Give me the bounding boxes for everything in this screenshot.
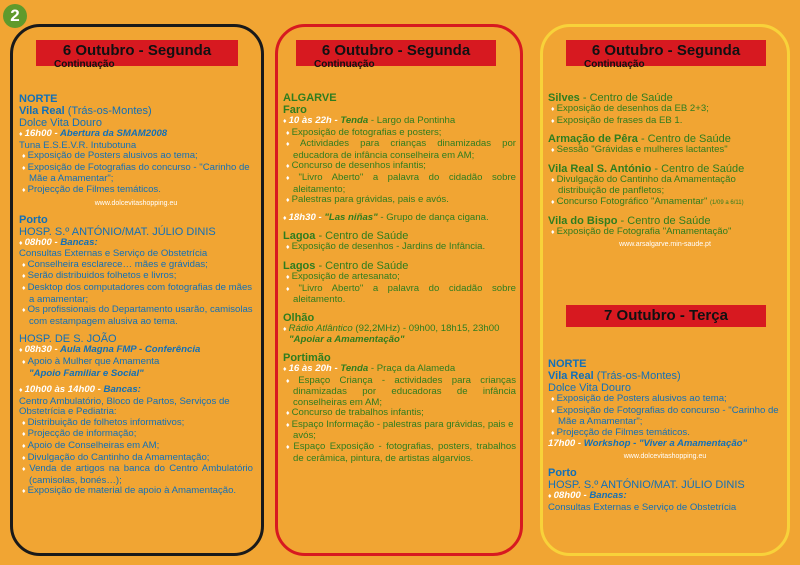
event-title: Abertura da SMAM2008 bbox=[59, 128, 168, 139]
list-item: ♦ Exposição de Fotografia "Amamentação" bbox=[548, 227, 782, 239]
contest-dates: (1/09 a 6/11) bbox=[710, 199, 744, 206]
list-item: ♦ Conselheira esclarece… mães e grávidas; bbox=[19, 260, 253, 272]
list-item: ♦ "Livro Aberto" a palavra do cidadão sobre aleitamento; bbox=[283, 173, 516, 195]
list-item: ♦ Exposição de Posters alusivos ao tema; bbox=[19, 151, 253, 163]
list-item: Concurso Fotográfico "Amamentar" bbox=[556, 195, 708, 207]
city-note: (Trás-os-Montes) bbox=[67, 105, 152, 117]
list-item: ♦ "Livro Aberto" a palavra do cidadão sobre aleitamento. bbox=[283, 284, 516, 306]
day-banner-tuesday bbox=[566, 305, 766, 327]
event-title: Tenda bbox=[340, 115, 369, 126]
event-time: 17h00 bbox=[548, 438, 576, 450]
event-title: Bancas: bbox=[103, 384, 141, 396]
hospital-name: HOSP. S.º ANTÓNIO/MAT. JÚLIO DINIS bbox=[548, 478, 745, 491]
list-item: ♦ Projecção de informação; bbox=[19, 429, 253, 441]
event-line: Tuna E.S.E.V.R. Intubotuna bbox=[19, 139, 137, 151]
list-item: ♦ Projecção de Filmes temáticos. bbox=[19, 185, 253, 197]
event-desc: - Grupo de dança cigana. bbox=[377, 211, 489, 223]
region-heading: ALGARVE bbox=[283, 92, 337, 104]
radio-name: Rádio Atlântico bbox=[288, 322, 353, 334]
list-item: ♦ Palestras para grávidas, pais e avós. bbox=[283, 195, 516, 207]
list-item: ♦ Concurso de trabalhos infantis; bbox=[283, 408, 516, 420]
event-time: 08h00 bbox=[553, 489, 581, 501]
day-banner-col2 bbox=[296, 40, 496, 70]
city-name: Armação de Pêra bbox=[548, 133, 638, 146]
event-title: Aula Magna FMP - Conferência bbox=[59, 344, 201, 356]
event-time: 08h30 bbox=[24, 344, 52, 356]
event-title: Workshop - "Viver a Amamentação" bbox=[583, 438, 748, 450]
website-link[interactable]: www.dolcevitashopping.eu bbox=[623, 452, 707, 460]
list-item: ♦ Exposição de frases da EB 1. bbox=[548, 116, 782, 128]
banner-subtitle: Continuação bbox=[584, 59, 645, 70]
event-title: Bancas: bbox=[589, 489, 627, 501]
city-name: Lagos bbox=[283, 259, 316, 272]
banner-title: 6 Outubro - Segunda bbox=[321, 42, 471, 59]
venue-name: - Centro de Saúde bbox=[315, 259, 409, 272]
list-item: ♦ Divulgação do Cantinho da Amamentação; bbox=[19, 453, 253, 465]
radio-times: (92,2MHz) - 09h00, 18h15, 23h00 bbox=[352, 322, 500, 334]
list-item: ♦ Apoio de Conselheiras em AM; bbox=[19, 441, 253, 453]
page-number-badge: 2 bbox=[3, 4, 27, 28]
city-name: Porto bbox=[548, 466, 577, 479]
website-link[interactable]: www.dolcevitashopping.eu bbox=[94, 199, 178, 207]
city-name: Faro bbox=[283, 104, 307, 116]
event-place: - Largo da Pontinha bbox=[368, 115, 456, 126]
list-item: ♦ Concurso de desenhos infantis; bbox=[283, 161, 516, 173]
event-line: Consultas Externas e Serviço de Obstetrícia bbox=[548, 501, 737, 513]
banner-title: 6 Outubro - Segunda bbox=[591, 42, 741, 59]
event-time: 10h00 às 14h00 bbox=[24, 384, 95, 396]
city-name: Vila Real bbox=[19, 105, 65, 117]
list-item: ♦ Exposição de Posters alusivos ao tema; bbox=[548, 394, 782, 406]
list-item: ♦ Espaço Exposição - fotografias, posters, trabalhos de cerâmica, pintura, de artistas algarvios. bbox=[283, 442, 516, 464]
region-heading: NORTE bbox=[19, 93, 58, 105]
hospital-name: HOSP. DE S. JOÃO bbox=[19, 333, 117, 346]
list-item: ♦ Desktop dos computadores com fotografias de mães a amamentar; bbox=[19, 283, 253, 305]
hospital-name: HOSP. S.º ANTÓNIO/MAT. JÚLIO DINIS bbox=[19, 225, 216, 238]
venue-name: - Centro de Saúde bbox=[651, 162, 745, 175]
banner-title: 7 Outubro - Terça bbox=[604, 307, 728, 324]
list-item: ♦ Apoio à Mulher que Amamenta bbox=[19, 357, 253, 369]
venue-name: - Centro de Saúde bbox=[617, 214, 711, 227]
list-item: ♦ Distribuição de folhetos informativos; bbox=[19, 418, 253, 430]
venue-name: - Centro de Saúde bbox=[315, 230, 409, 243]
city-name: Lagoa bbox=[283, 230, 316, 243]
city-name: Silves bbox=[548, 92, 580, 104]
city-name: Porto bbox=[19, 213, 48, 226]
list-item: ♦ Exposição de Fotografias do concurso - "Carinho de Mãe a Amamentar"; bbox=[548, 406, 782, 428]
event-title: Bancas: bbox=[60, 236, 98, 248]
list-item: ♦ Exposição de Fotografias do concurso - "Carinho de Mãe a Amamentar"; bbox=[19, 163, 253, 185]
event-time: 16h00 bbox=[24, 128, 52, 139]
list-item: ♦ Exposição de material de apoio à Amamentação. bbox=[19, 486, 253, 498]
banner-title: 6 Outubro - Segunda bbox=[62, 42, 212, 59]
event-place: - Praça da Alameda bbox=[368, 362, 456, 374]
venue-name: Dolce Vita Douro bbox=[548, 382, 631, 394]
region-heading: NORTE bbox=[548, 358, 587, 370]
event-line: Consultas Externas e Serviço de Obstetrícia bbox=[19, 248, 208, 260]
city-name: Portimão bbox=[283, 351, 331, 364]
list-item: ♦ Exposição de desenhos - Jardins de Infância. bbox=[283, 242, 516, 254]
event-time: 18h30 bbox=[288, 211, 316, 223]
day-banner-col3 bbox=[566, 40, 766, 70]
event-time: 10 às 22h bbox=[288, 115, 332, 126]
day-banner-col1 bbox=[36, 40, 238, 70]
list-item: ♦ Projecção de Filmes temáticos. bbox=[548, 428, 782, 440]
list-item: ♦ Espaço Criança - actividades para crianças dinamizadas por educadoras de infância conselheiras em AM; bbox=[283, 376, 516, 409]
column-1-content: NORTE Vila Real (Trás-os-Montes) Dolce Vita Douro ♦ 16h00 - Abertura da SMAM2008 Tuna E.S.E.V.R. Intubotuna ♦ Exposição de Posters alusivos ao tema; ♦ Exposição de Fotografias do concurso - "Carinho de Mãe a Amamentar"; ♦ Projecção de Filmes temáticos. www.dolcevitashopping.eu Porto HOSP. S.º ANTÓNIO/MAT. JÚLIO DINIS ♦ 08h00 - Bancas: Consultas Externas e Serviço de Obstetrícia ♦ Conselheira esclarece… mães e grávidas; ♦ Serão distribuidos folhetos e livros; ♦ Desktop dos computadores com fotografias de mães a amamentar; ♦ Os profissionais do Departamento usarão, camisolas com estampagem alusiva ao tema. HOSP. DE S. JOÃO ♦ 08h30 - Aula Magna FMP - Conferência ♦ Apoio à Mulher que Amamenta "Apoio Familiar e Social" ♦ 10h00 às 14h00 - Bancas: Centro Ambulatório, Bloco de Partos, Serviços de Obstetrícia e Pediatria: ♦ Distribuição de folhetos informativos; ♦ Projecção de informação; ♦ Apoio de Conselheiras em AM; ♦ Divulgação do Cantinho da Amamentação; ♦ Venda de artigos na banca do Centro Ambulatório (camisolas, bonés…); ♦ Exposição de material de apoio à Amamentação. bbox=[19, 93, 253, 498]
city-name: Olhão bbox=[283, 311, 315, 324]
venue-name: - Centro de Saúde bbox=[637, 133, 731, 146]
city-note: (Trás-os-Montes) bbox=[593, 370, 681, 382]
list-item: ♦ Serão distribuidos folhetos e livros; bbox=[19, 271, 253, 283]
city-name: Vila Real S. António bbox=[548, 162, 652, 175]
list-item: ♦ Sessão "Grávidas e mulheres lactantes" bbox=[548, 145, 782, 157]
list-item: ♦ Exposição de artesanato; bbox=[283, 272, 516, 284]
list-item: ♦ Venda de artigos na banca do Centro Ambulatório (camisolas, bonés…); bbox=[19, 464, 253, 486]
event-title: "Las niñas" bbox=[324, 211, 378, 223]
event-time: 08h00 bbox=[24, 236, 52, 248]
column-3-content-top bbox=[548, 92, 782, 249]
event-time: 16 às 20h bbox=[288, 362, 332, 374]
website-link[interactable]: www.arsalgarve.min-saude.pt bbox=[619, 241, 711, 249]
city-name: Vila Real bbox=[548, 370, 594, 382]
event-title: Tenda bbox=[340, 362, 369, 374]
banner-subtitle: Continuação bbox=[54, 59, 115, 70]
venue-name: Dolce Vita Douro bbox=[19, 117, 102, 129]
event-quote: "Apoio Familiar e Social" bbox=[29, 367, 144, 379]
banner-subtitle: Continuação bbox=[314, 59, 375, 70]
list-item: ♦ Divulgação do Cantinho da Amamentação distribuição de panfletos; bbox=[548, 175, 782, 197]
column-2-content: ALGARVE Faro ♦ 10 às 22h - Tenda - Largo da Pontinha ♦ Exposição de fotografias e posters; ♦ Actividades para crianças dinamizadas por educadora de infância conselheira em AM; ♦ Concurso de desenhos infantis; ♦ "Livro Aberto" a palavra do cidadão sobre aleitamento; ♦ Palestras para grávidas, pais e avós. ♦ 18h30 - "Las niñas" - Grupo de dança cigana. Lagoa - Centro de Saúde ♦ Exposição de desenhos - Jardins de Infância. Lagos - Centro de Saúde ♦ Exposição de artesanato; ♦ "Livro Aberto" a palavra do cidadão sobre aleitamento. Olhão ♦ Rádio Atlântico (92,2MHz) - 09h00, 18h15, 23h00 "Apoiar a Amamentação" Portimão ♦ 16 às 20h - Tenda - Praça da Alameda ♦ Espaço Criança - actividades para crianças dinamizadas por educadoras de infância conselheiras em AM; ♦ Concurso de trabalhos infantis; ♦ Espaço Informação - palestras para grávidas, pais e avós; ♦ Espaço Exposição - fotografias, posters, trabalhos de cerâmica, pintura, de artistas algarvios. bbox=[283, 92, 516, 464]
event-line: Centro Ambulatório, Bloco de Partos, Serviços de Obstetrícia e Pediatria: bbox=[19, 395, 230, 418]
list-item: ♦ Os profissionais do Departamento usarão, camisolas com estampagem alusiva ao tema. bbox=[19, 305, 253, 327]
event-quote: "Apoiar a Amamentação" bbox=[289, 334, 405, 346]
list-item: ♦ Actividades para crianças dinamizadas por educadora de infância conselheira em AM; bbox=[283, 139, 516, 161]
venue-name: - Centro de Saúde bbox=[579, 92, 673, 104]
list-item: ♦ Espaço Informação - palestras para grávidas, pais e avós; bbox=[283, 420, 516, 442]
column-3-content-bottom: NORTE Vila Real (Trás-os-Montes) Dolce Vita Douro ♦ Exposição de Posters alusivos ao tema; ♦ Exposição de Fotografias do concurso - "Carinho de Mãe a Amamentar"; ♦ Projecção de Filmes temáticos. 17h00 - Workshop - "Viver a Amamentação" www.dolcevitashopping.eu Porto HOSP. S.º ANTÓNIO/MAT. JÚLIO DINIS ♦ 08h00 - Bancas: Consultas Externas e Serviço de Obstetrícia bbox=[548, 358, 782, 513]
list-item: ♦ Exposição de fotografias e posters; bbox=[283, 128, 516, 140]
city-name: Vila do Bispo bbox=[548, 214, 618, 227]
list-item: ♦ Exposição de desenhos da EB 2+3; bbox=[548, 104, 782, 116]
